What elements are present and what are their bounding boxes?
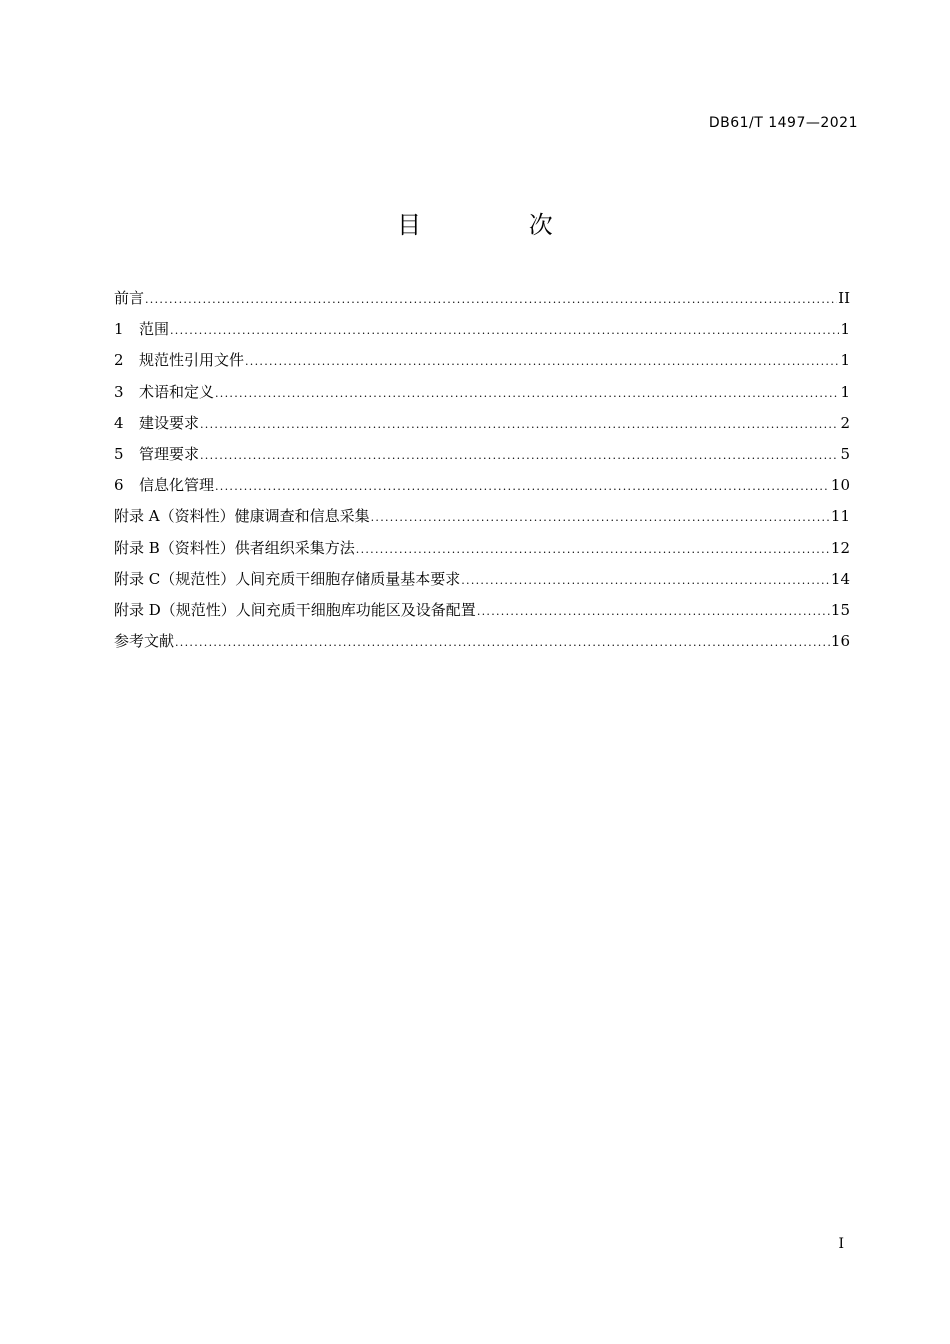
toc-page-number: 2 [840,413,850,432]
dot-leader [245,351,839,373]
toc-entry-label: 附录 D（规范性）人间充质干细胞库功能区及设备配置 [114,600,476,619]
dot-leader [215,383,839,405]
toc-title: 目 次 [397,211,603,239]
toc-entry-label: 附录 A（资料性）健康调查和信息采集 [114,507,370,526]
toc-entry-appendix-c[interactable] [114,568,850,599]
toc-entry-appendix-a[interactable] [114,505,850,536]
toc-page-number: 14 [830,569,850,588]
toc-entry-label: 前言 [114,289,145,307]
dot-leader [170,320,839,342]
document-code: DB61/T 1497—2021 [708,115,858,131]
toc-entry-appendix-b[interactable] [114,537,850,568]
toc-entry-terms-definitions[interactable] [114,381,850,412]
toc-page-number: 1 [840,320,850,339]
toc-entry-label: 参考文献 [114,632,175,651]
toc-entry-information-management[interactable] [114,474,850,505]
toc-page-number: 10 [830,476,850,495]
toc-page-number: 15 [830,600,850,619]
toc-entry-label: 5 管理要求 [114,444,200,463]
toc-entry-label: 附录 B（资料性）供者组织采集方法 [114,538,355,557]
dot-leader [200,414,839,436]
dot-leader [175,632,830,654]
toc-entry-scope[interactable] [114,318,850,349]
toc-page-number: II [838,289,850,307]
footer-page-number: I [838,1236,844,1252]
dot-leader [477,601,830,623]
table-of-contents [114,287,850,661]
toc-entry-references[interactable] [114,630,850,661]
toc-entry-label: 4 建设要求 [114,413,200,432]
toc-entry-label: 6 信息化管理 [114,476,215,495]
dot-leader [356,539,830,561]
dot-leader [371,507,830,529]
dot-leader [145,289,837,311]
toc-page-number: 1 [840,382,850,401]
toc-entry-normative-references[interactable] [114,349,850,380]
toc-page-number: 1 [840,351,850,370]
toc-entry-label: 1 范围 [114,320,170,339]
toc-entry-label: 附录 C（规范性）人间充质干细胞存储质量基本要求 [114,569,461,588]
toc-page-number: 12 [830,538,850,557]
toc-page-number: 5 [840,444,850,463]
toc-page-number: 16 [830,632,850,651]
toc-entry-foreword[interactable] [114,287,850,318]
dot-leader [461,570,830,592]
toc-page-number: 11 [830,507,850,526]
toc-entry-management-requirements[interactable] [114,443,850,474]
toc-entry-appendix-d[interactable] [114,599,850,630]
toc-entry-construction-requirements[interactable] [114,412,850,443]
toc-entry-label: 3 术语和定义 [114,382,215,401]
dot-leader [200,445,839,467]
dot-leader [215,476,830,498]
toc-entry-label: 2 规范性引用文件 [114,351,245,370]
